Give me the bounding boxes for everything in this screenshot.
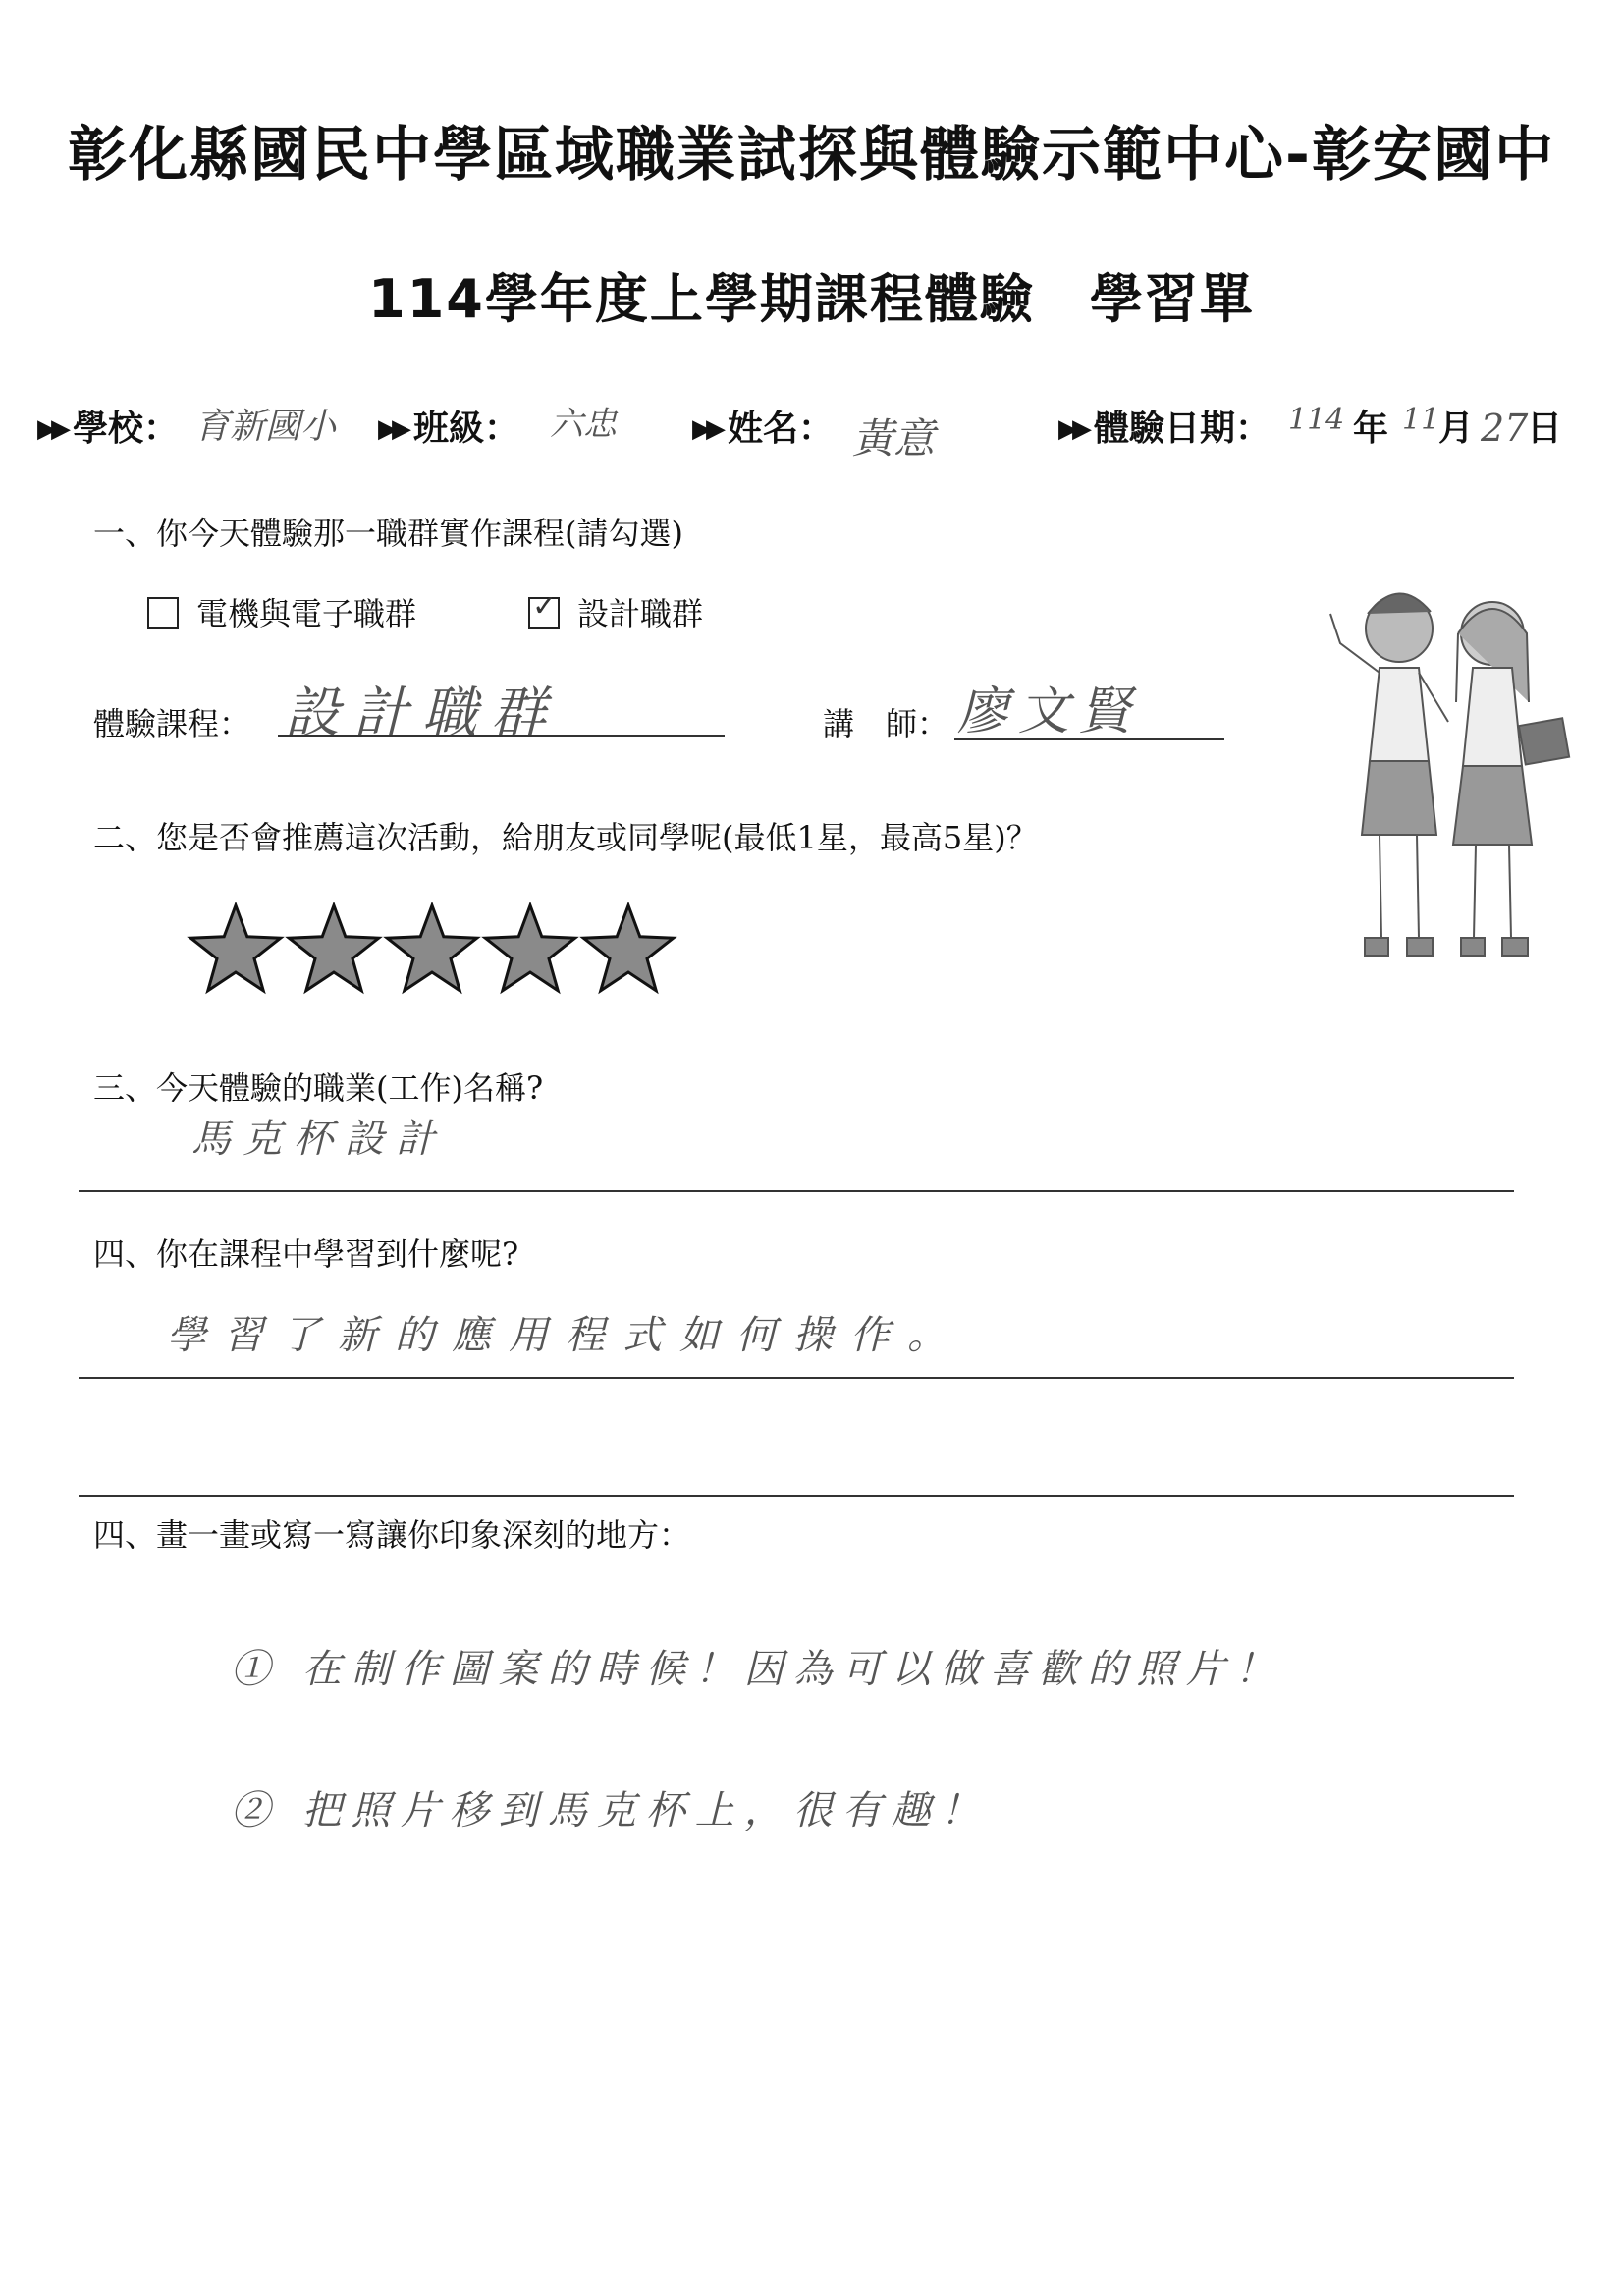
course-value: 設計職群 <box>285 682 560 745</box>
q1-question: 一、你今天體驗那一職群實作課程(請勾選) <box>93 515 683 552</box>
star-filled <box>583 905 673 991</box>
q4-answer: 學習了新的應用程式如何操作。 <box>167 1313 964 1358</box>
checkbox-design[interactable] <box>528 589 560 629</box>
date-day-unit: 日 <box>1527 409 1563 449</box>
name-label: 姓名： <box>728 409 835 449</box>
date-year: 114 <box>1288 403 1345 437</box>
double-arrow-icon: ▶▶ <box>692 414 720 444</box>
star-icon[interactable] <box>285 902 383 1000</box>
option-design-label: 設計職群 <box>577 595 704 632</box>
class-label: 班級： <box>413 409 520 449</box>
q2-question: 二、您是否會推薦這次活動，給朋友或同學呢(最低1星，最高5星)？ <box>93 819 1038 856</box>
class-field <box>378 401 519 451</box>
q3-underline <box>79 1190 1514 1192</box>
checkmark-icon: ✓ <box>532 589 558 624</box>
star-rating[interactable] <box>187 902 677 1004</box>
star-icon[interactable] <box>187 902 285 1000</box>
date-label: 體驗日期： <box>1094 409 1271 449</box>
double-arrow-icon: ▶▶ <box>378 414 406 444</box>
teacher-label: 講 師： <box>823 705 949 742</box>
star-filled <box>485 905 574 991</box>
double-arrow-icon: ▶▶ <box>37 414 65 444</box>
star-icon[interactable] <box>481 902 579 1000</box>
school-field <box>37 401 179 451</box>
name-field <box>692 401 834 451</box>
class-value: 六忠 <box>550 405 617 444</box>
date-year-unit: 年 <box>1353 409 1389 449</box>
school-label: 學校： <box>73 409 180 449</box>
option-design[interactable] <box>528 589 703 634</box>
date-day: 27 <box>1481 407 1529 450</box>
teacher-underline <box>954 738 1224 740</box>
star-icon[interactable] <box>579 902 677 1000</box>
title-line-2: 114學年度上學期課程體驗 學習單 <box>368 268 1255 330</box>
course-underline <box>278 735 725 737</box>
date-month-unit: 月 <box>1438 409 1475 449</box>
teacher-value: 廖文賢 <box>957 683 1141 741</box>
q5-question: 四、畫一畫或寫一寫讓你印象深刻的地方： <box>93 1516 691 1554</box>
q4-underline-1 <box>79 1377 1514 1379</box>
date-month: 11 <box>1402 403 1440 437</box>
option-electrical[interactable] <box>147 589 416 634</box>
q3-question: 三、今天體驗的職業(工作)名稱? <box>93 1069 544 1107</box>
star-filled <box>190 905 280 991</box>
star-icon[interactable] <box>383 902 481 1000</box>
option-electrical-label: 電機與電子職群 <box>196 595 417 632</box>
q5-answer-1: ① 在制作圖案的時候！因為可以做喜歡的照片！ <box>231 1647 1284 1692</box>
date-field <box>1058 401 1271 451</box>
name-value: 黃意 <box>852 414 936 463</box>
title-line-1: 彰化縣國民中學區域職業試探與體驗示範中心-彰安國中 <box>68 121 1555 190</box>
school-value: 育新國小 <box>194 407 337 447</box>
students-illustration <box>1321 574 1586 987</box>
q4-question: 四、你在課程中學習到什麼呢? <box>93 1235 519 1273</box>
q4-underline-2 <box>79 1495 1514 1497</box>
double-arrow-icon: ▶▶ <box>1058 414 1086 444</box>
q5-answer-2: ② 把照片移到馬克杯上，很有趣！ <box>231 1788 990 1833</box>
course-label: 體驗課程： <box>93 705 251 742</box>
star-filled <box>387 905 476 991</box>
checkbox-electrical[interactable] <box>147 597 179 629</box>
q3-answer: 馬克杯設計 <box>191 1117 447 1162</box>
star-filled <box>289 905 378 991</box>
